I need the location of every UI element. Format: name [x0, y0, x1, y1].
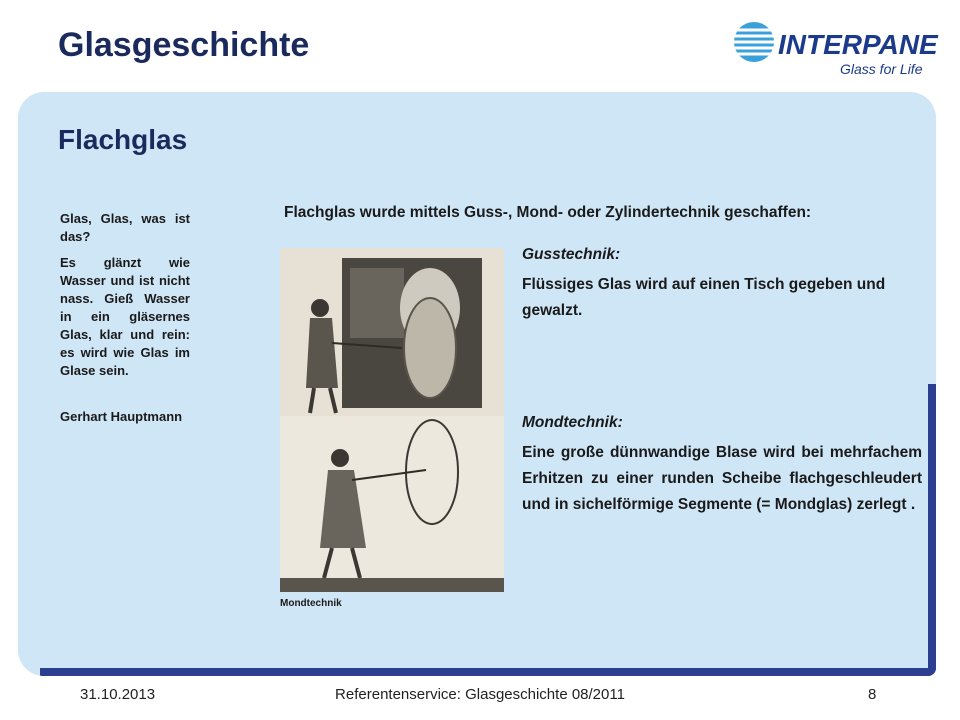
poem-quote [60, 210, 190, 434]
gusstechnik-text: Flüssiges Glas wird auf einen Tisch gegeben und gewalzt. [522, 276, 886, 319]
footer-date: 31.10.2013 [80, 686, 156, 703]
intro-text: Flachglas wurde mittels Guss-, Mond- oder Zylindertechnik geschaffen: [284, 204, 812, 221]
panel-shadow-bottom [40, 668, 936, 676]
illustration-caption: Mondtechnik [280, 598, 342, 609]
poem-author: Gerhart Hauptmann [60, 409, 183, 424]
section-mondtechnik [522, 414, 922, 518]
slide-title: Glasgeschichte [58, 26, 310, 64]
gusstechnik-heading: Gusstechnik: [522, 246, 621, 263]
section-title: Flachglas [58, 124, 188, 155]
globe-icon [734, 22, 774, 62]
mondtechnik-heading: Mondtechnik: [522, 414, 623, 431]
section-gusstechnik [522, 246, 922, 324]
page-number: 8 [868, 686, 877, 703]
poem-body: Es glänzt wie Wasser und ist nicht nass. Gieß Wasser in ein gläsernes Glas, klar und rein: es wird wie Glas im Glase sein. [60, 255, 190, 378]
poem-line-1: Glas, Glas, was ist das? [60, 211, 190, 244]
footer-title: Referentenservice: Glasgeschichte 08/2011 [335, 686, 625, 703]
logo-tagline: Glass for Life [840, 61, 923, 77]
interpane-logo [730, 18, 940, 82]
panel-shadow-right [928, 384, 936, 676]
mondtechnik-text: Eine große dünnwandige Blase wird bei mehrfachem Erhitzen zu einer runden Scheibe flachgeschleudert und in sichelförmige Segmente (= Mondglas) zerlegt . [522, 444, 922, 513]
logo-brand: INTERPANE [778, 29, 938, 60]
historical-illustration [280, 248, 504, 592]
